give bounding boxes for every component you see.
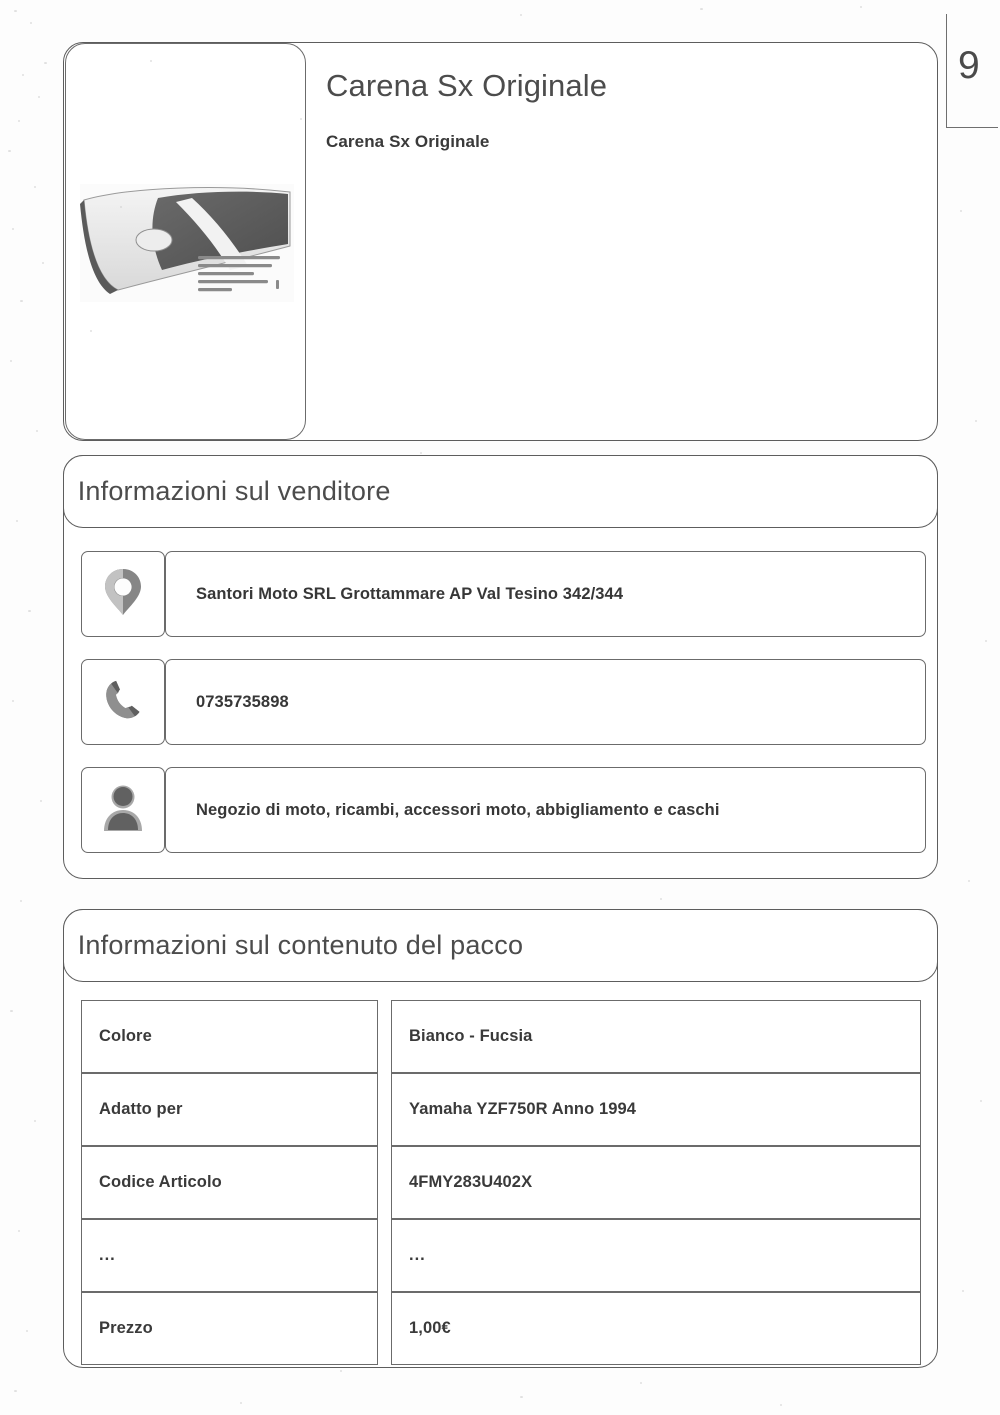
table-row bbox=[81, 1292, 921, 1365]
table-cell-value bbox=[391, 1219, 921, 1292]
person-icon-cell bbox=[81, 767, 165, 853]
package-info-panel bbox=[63, 909, 938, 1368]
product-subtitle: Carena Sx Originale bbox=[326, 132, 490, 151]
table-value-text: 1,00€ bbox=[409, 1319, 451, 1337]
page-number: 9 bbox=[958, 44, 980, 87]
seller-info-heading: Informazioni sul venditore bbox=[77, 475, 391, 506]
table-cell-value bbox=[391, 1073, 921, 1146]
seller-row-address bbox=[81, 551, 926, 637]
phone-icon-cell bbox=[81, 659, 165, 745]
table-label-text: Colore bbox=[99, 1027, 152, 1045]
table-label-text: ... bbox=[99, 1246, 116, 1264]
table-row bbox=[81, 1000, 921, 1073]
table-row bbox=[81, 1146, 921, 1219]
seller-phone-cell bbox=[165, 659, 926, 745]
table-value-text: 4FMY283U402X bbox=[409, 1173, 533, 1191]
product-card bbox=[63, 42, 938, 441]
table-value-text: Bianco - Fucsia bbox=[409, 1027, 533, 1045]
table-cell-value bbox=[391, 1292, 921, 1365]
table-label-text: Codice Articolo bbox=[99, 1173, 222, 1191]
bracket-horizontal-line bbox=[946, 127, 998, 128]
table-cell-label bbox=[81, 1000, 378, 1073]
seller-row-phone bbox=[81, 659, 926, 745]
table-cell-value bbox=[391, 1146, 921, 1219]
seller-row-description bbox=[81, 767, 926, 853]
package-info-heading: Informazioni sul contenuto del pacco bbox=[77, 929, 524, 960]
seller-address-cell bbox=[165, 551, 926, 637]
page-number-bracket bbox=[946, 14, 998, 136]
person-icon bbox=[100, 783, 146, 838]
table-cell-value bbox=[391, 1000, 921, 1073]
table-label-text: Prezzo bbox=[99, 1319, 153, 1337]
seller-description-cell bbox=[165, 767, 926, 853]
table-label-text: Adatto per bbox=[99, 1100, 183, 1118]
bracket-vertical-line bbox=[946, 14, 947, 128]
table-value-text: ... bbox=[409, 1246, 426, 1264]
product-title: Carena Sx Originale bbox=[326, 68, 608, 103]
table-row bbox=[81, 1073, 921, 1146]
location-pin-icon-cell bbox=[81, 551, 165, 637]
package-info-header bbox=[63, 909, 938, 982]
table-cell-label bbox=[81, 1146, 378, 1219]
table-cell-label bbox=[81, 1219, 378, 1292]
phone-icon bbox=[100, 677, 146, 728]
location-pin-icon bbox=[102, 567, 144, 622]
table-row bbox=[81, 1219, 921, 1292]
seller-description-text: Negozio di moto, ricambi, accessori moto, abbigliamento e caschi bbox=[196, 800, 720, 819]
table-cell-label bbox=[81, 1073, 378, 1146]
table-value-text: Yamaha YZF750R Anno 1994 bbox=[409, 1100, 637, 1118]
product-image-cell bbox=[65, 43, 306, 440]
table-cell-label bbox=[81, 1292, 378, 1365]
seller-address-text: Santori Moto SRL Grottammare AP Val Tesino 342/344 bbox=[196, 584, 624, 603]
product-photo bbox=[80, 184, 294, 302]
seller-info-header bbox=[63, 455, 938, 528]
seller-info-panel bbox=[63, 455, 938, 879]
seller-phone-text: 0735735898 bbox=[196, 692, 289, 711]
